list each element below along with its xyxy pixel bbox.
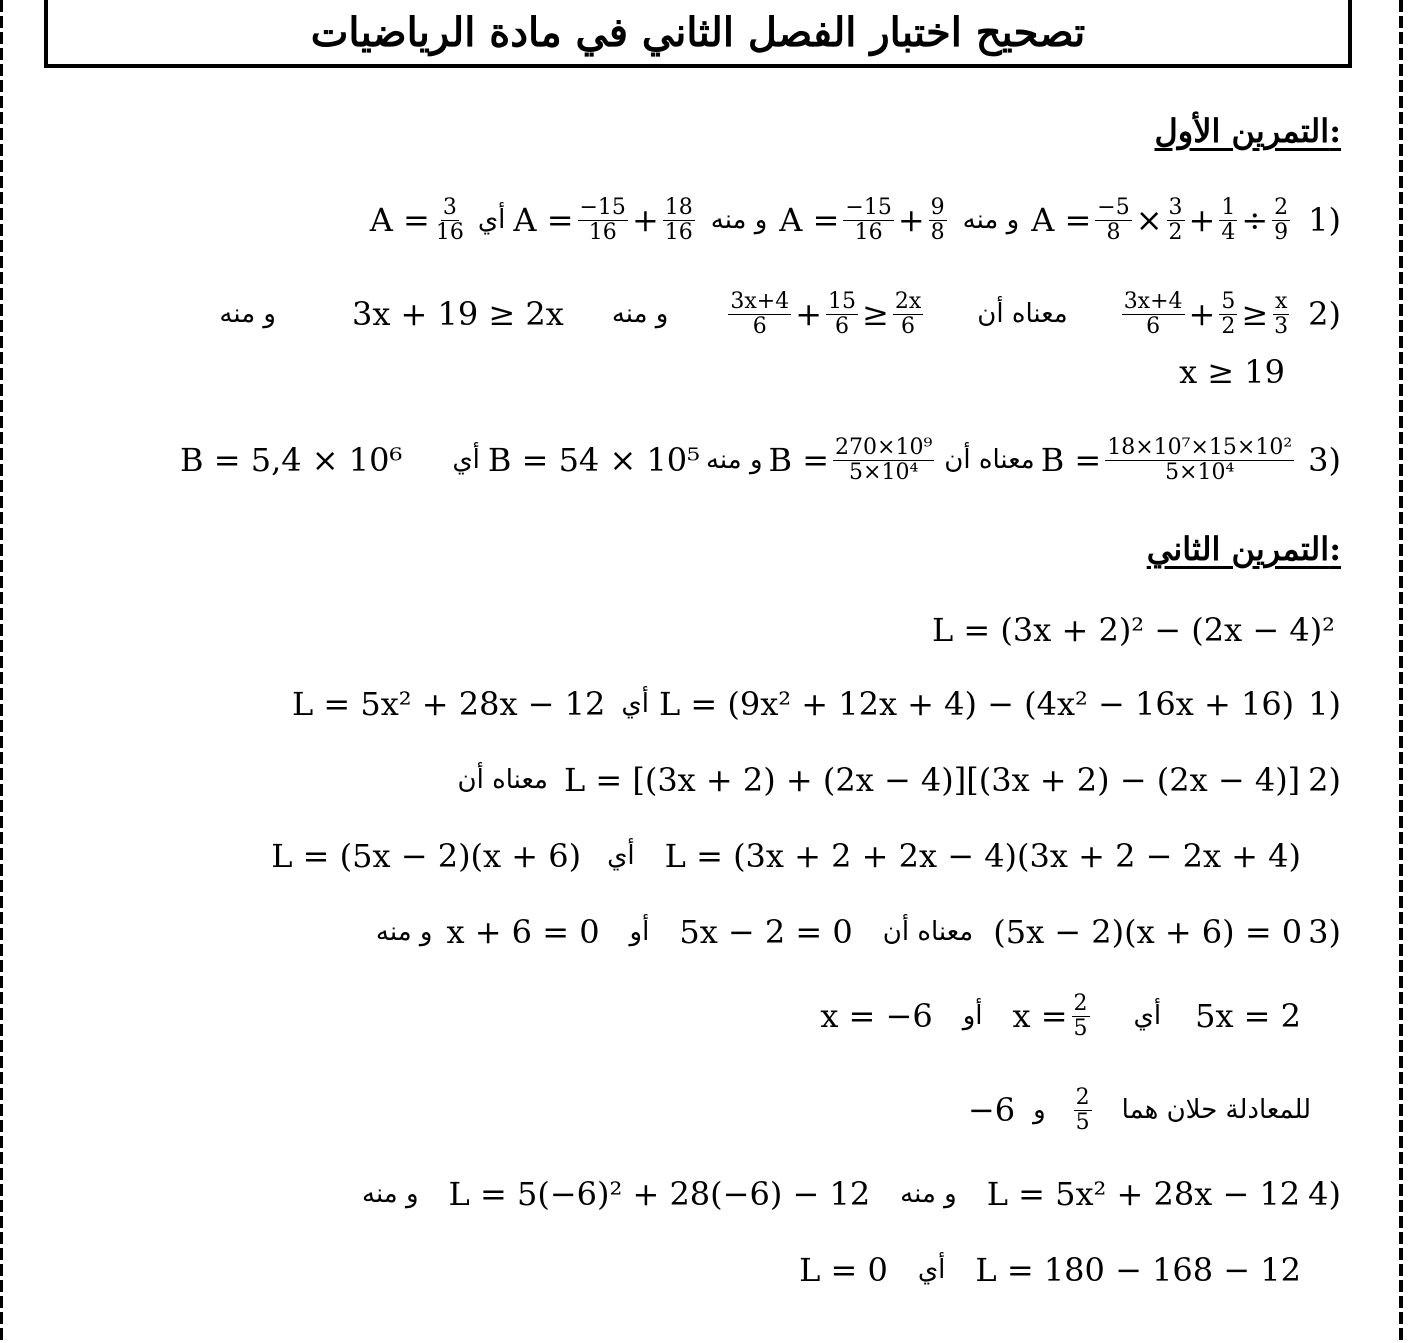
- math-expr: A = $\frac{-15}{16}$ + $\frac{18}{16}$: [513, 195, 693, 245]
- exercise-1-heading: التمرين الأول:: [1154, 112, 1341, 150]
- math-expr: L = 180 − 168 − 12: [975, 1251, 1301, 1289]
- math-expr: x + 6 = 0: [446, 913, 600, 951]
- ex2-q2-cont-line: [100, 834, 1341, 878]
- math-expr: x = $\frac{2}{5}$: [1012, 991, 1088, 1041]
- connector-word: و منه: [219, 299, 276, 329]
- math-expr: L = 5x² + 28x − 12: [986, 1175, 1301, 1213]
- connector-word: و منه: [710, 205, 768, 235]
- math-expr: L = (3x + 2 + 2x − 4)(3x + 2 − 2x + 4): [664, 837, 1301, 875]
- connector-word: و منه: [362, 1179, 419, 1209]
- connector-word: و منه: [611, 299, 669, 329]
- math-expr: A = $\frac{-15}{16}$ + $\frac{9}{8}$: [779, 195, 945, 245]
- connector-word: معناه أن: [457, 765, 548, 795]
- math-expr: A = $\frac{3}{16}$: [369, 195, 464, 245]
- math-expr: x = −6: [820, 997, 933, 1035]
- ex2-q1-line: [100, 682, 1341, 726]
- math-expr: A = $\frac{-5}{8}$ × $\frac{3}{2}$ + $\frac{1}{4}$ ÷ $\frac{2}{9}$: [1031, 195, 1289, 245]
- connector-word: أو: [962, 1001, 983, 1031]
- page-title-box: [44, 0, 1352, 68]
- q-number: 3): [1308, 913, 1341, 951]
- page-title: تصحيح اختبار الفصل الثاني في مادة الرياضيات: [310, 8, 1086, 56]
- math-expr: L = (3x + 2)² − (2x − 4)²: [932, 611, 1335, 649]
- math-expr: x ≥ 19: [1179, 353, 1285, 391]
- math-expr: B = 54 × 10⁵: [487, 441, 700, 479]
- ex2-q3-solve-line: [100, 984, 1341, 1048]
- ex2-definition-line: [100, 608, 1341, 652]
- connector-word: أي: [1133, 1001, 1162, 1031]
- math-expr: $\frac{2}{5}$: [1075, 1085, 1090, 1135]
- math-expr: L = (9x² + 12x + 4) − (4x² − 16x + 16): [658, 685, 1295, 723]
- solutions-text: للمعادلة حلان هما: [1121, 1095, 1311, 1125]
- connector-word: و منه: [705, 445, 763, 475]
- connector-word: أي: [917, 1255, 946, 1285]
- math-expr: B = $\frac{\text{270×10⁹}}{\text{5×10⁴}}$: [768, 435, 933, 485]
- connector-word: و منه: [900, 1179, 957, 1209]
- ex1-q3-line: [100, 428, 1341, 492]
- connector-word: معناه أن: [882, 917, 974, 947]
- math-expr: L = [(3x + 2) + (2x − 4)][(3x + 2) − (2x − 4)]: [563, 761, 1301, 799]
- exercise-2-heading: التمرين الثاني:: [1146, 530, 1341, 568]
- math-expr: 5x = 2: [1195, 997, 1301, 1035]
- connector-word: معناه أن: [977, 299, 1068, 329]
- math-expr: L = 5x² + 28x − 12: [291, 685, 606, 723]
- ex1-q1-line: [100, 188, 1341, 252]
- q-number: 2): [1308, 761, 1341, 799]
- q-number: 4): [1308, 1175, 1341, 1213]
- q-number: 2): [1308, 295, 1341, 333]
- math-expr: B = $\frac{\text{18×10⁷×15×10²}}{\text{5×10⁴}}$: [1040, 435, 1293, 485]
- connector-word: أي: [621, 689, 649, 719]
- math-expr: L = (5x − 2)(x + 6): [271, 837, 582, 875]
- ex2-q4-line: [100, 1172, 1341, 1216]
- q-number: 3): [1308, 441, 1341, 479]
- connector-word: معناه أن: [944, 445, 1035, 475]
- ex2-q2-line: [100, 758, 1341, 802]
- right-dashed-border: [1399, 0, 1403, 1343]
- connector-word: أي: [452, 445, 480, 475]
- q-number: 1): [1308, 685, 1341, 723]
- math-expr: L = 5(−6)² + 28(−6) − 12: [448, 1175, 871, 1213]
- math-expr: 5x − 2 = 0: [679, 913, 853, 951]
- math-expr: B = 5,4 × 10⁶: [180, 441, 403, 479]
- q-number: 1): [1308, 201, 1341, 239]
- ex1-q2-line: [100, 282, 1341, 346]
- connector-word: أي: [607, 841, 635, 871]
- ex2-q3-line: [100, 910, 1341, 954]
- math-expr: −6: [967, 1091, 1016, 1129]
- ex2-q3-solutions-line: [100, 1078, 1341, 1142]
- ex2-q4-result-line: [100, 1248, 1341, 1292]
- math-expr: $\frac{3x+4}{6}$ + $\frac{15}{6}$ ≥ $\frac{2x}{6}$: [730, 289, 922, 339]
- ex1-q2-result-line: [100, 350, 1341, 394]
- connector-word: و: [1033, 1095, 1046, 1125]
- left-dashed-border: [0, 0, 3, 1343]
- connector-word: أو: [629, 917, 650, 947]
- connector-word: و منه: [962, 205, 1020, 235]
- connector-word: أي: [477, 205, 506, 235]
- math-expr: L = 0: [799, 1251, 888, 1289]
- math-expr: 3x + 19 ≥ 2x: [351, 295, 564, 333]
- connector-word: و منه: [375, 917, 433, 947]
- math-expr: $\frac{3x+4}{6}$ + $\frac{5}{2}$ ≥ $\frac{x}{3}$: [1123, 289, 1289, 339]
- math-expr: (5x − 2)(x + 6) = 0: [993, 913, 1303, 951]
